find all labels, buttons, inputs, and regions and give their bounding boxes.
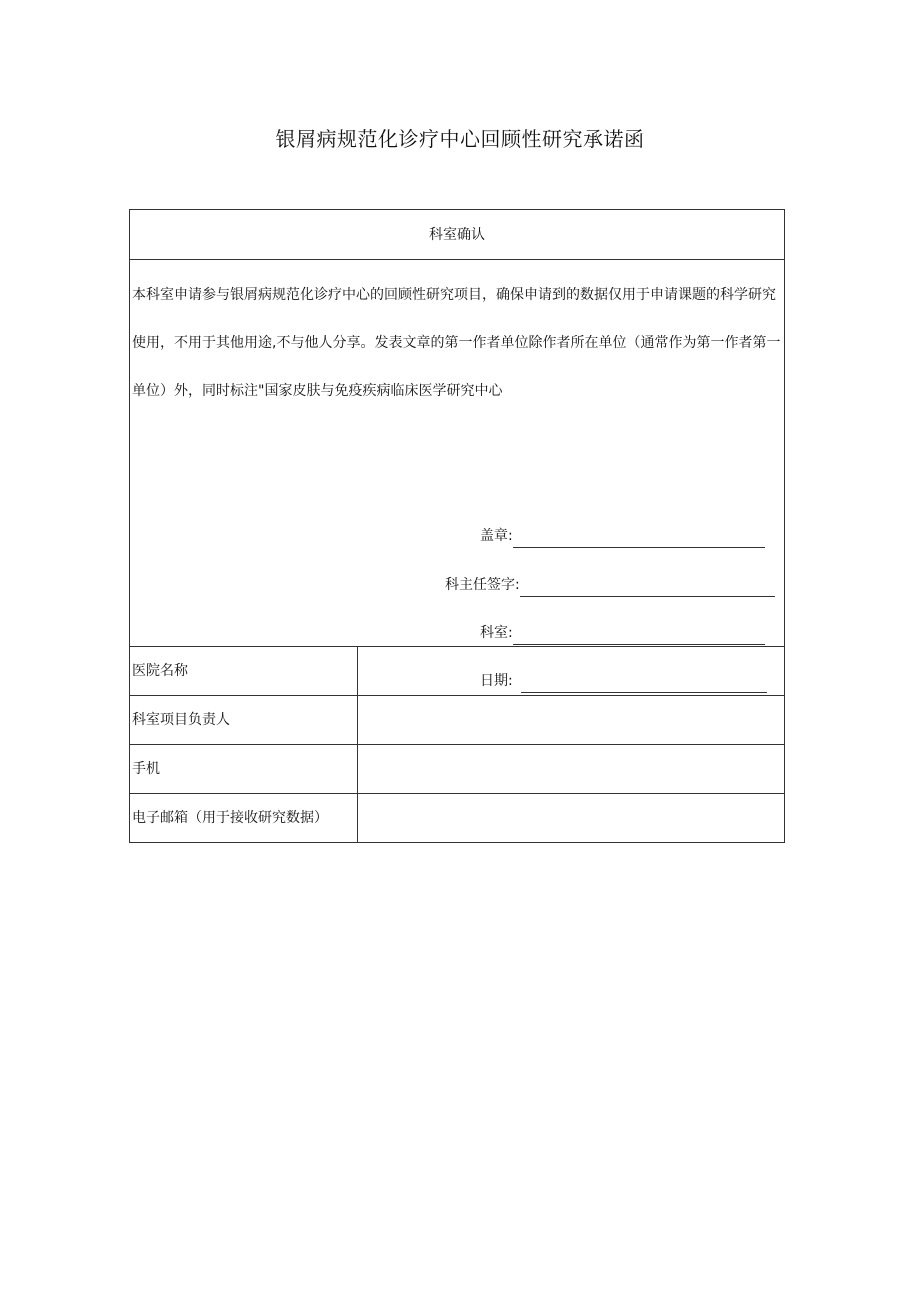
department-confirmation-header: 科室确认 [130,210,784,260]
info-row-project-lead [130,696,784,745]
email-label: 电子邮箱（用于接收研究数据） [130,794,358,842]
date-line [480,669,767,693]
seal-field[interactable] [513,527,765,548]
phone-label: 手机 [130,745,358,793]
seal-label: 盖章: [480,528,513,544]
phone-field[interactable] [358,745,784,793]
department-line [480,621,765,645]
email-field[interactable] [358,794,784,842]
date-field[interactable] [521,672,767,693]
info-row-email [130,794,784,842]
commitment-form [129,209,785,843]
document-title: 银屑病规范化诊疗中心回顾性研究承诺函 [275,127,645,151]
director-signature-label: 科主任签字: [445,577,520,593]
project-lead-label: 科室项目负责人 [130,696,358,744]
info-row-phone [130,745,784,794]
project-lead-field[interactable] [358,696,784,744]
director-signature-line [445,573,775,597]
commitment-statement: 本科室申请参与银屑病规范化诊疗中心的回顾性研究项目，确保申请到的数据仅用于申请课题的科学研究使用，不用于其他用途,不与他人分享。发表文章的第一作者单位除作者所在单位（通常作为第一作者第一单位）外，同时标注"国家皮肤与免疫疾病临床医学研究中心 [132,287,781,399]
date-label: 日期: [480,673,513,689]
seal-line [480,524,765,548]
hospital-name-label: 医院名称 [130,647,358,695]
department-label: 科室: [480,625,513,641]
director-signature-field[interactable] [520,576,775,597]
department-field[interactable] [513,624,765,645]
